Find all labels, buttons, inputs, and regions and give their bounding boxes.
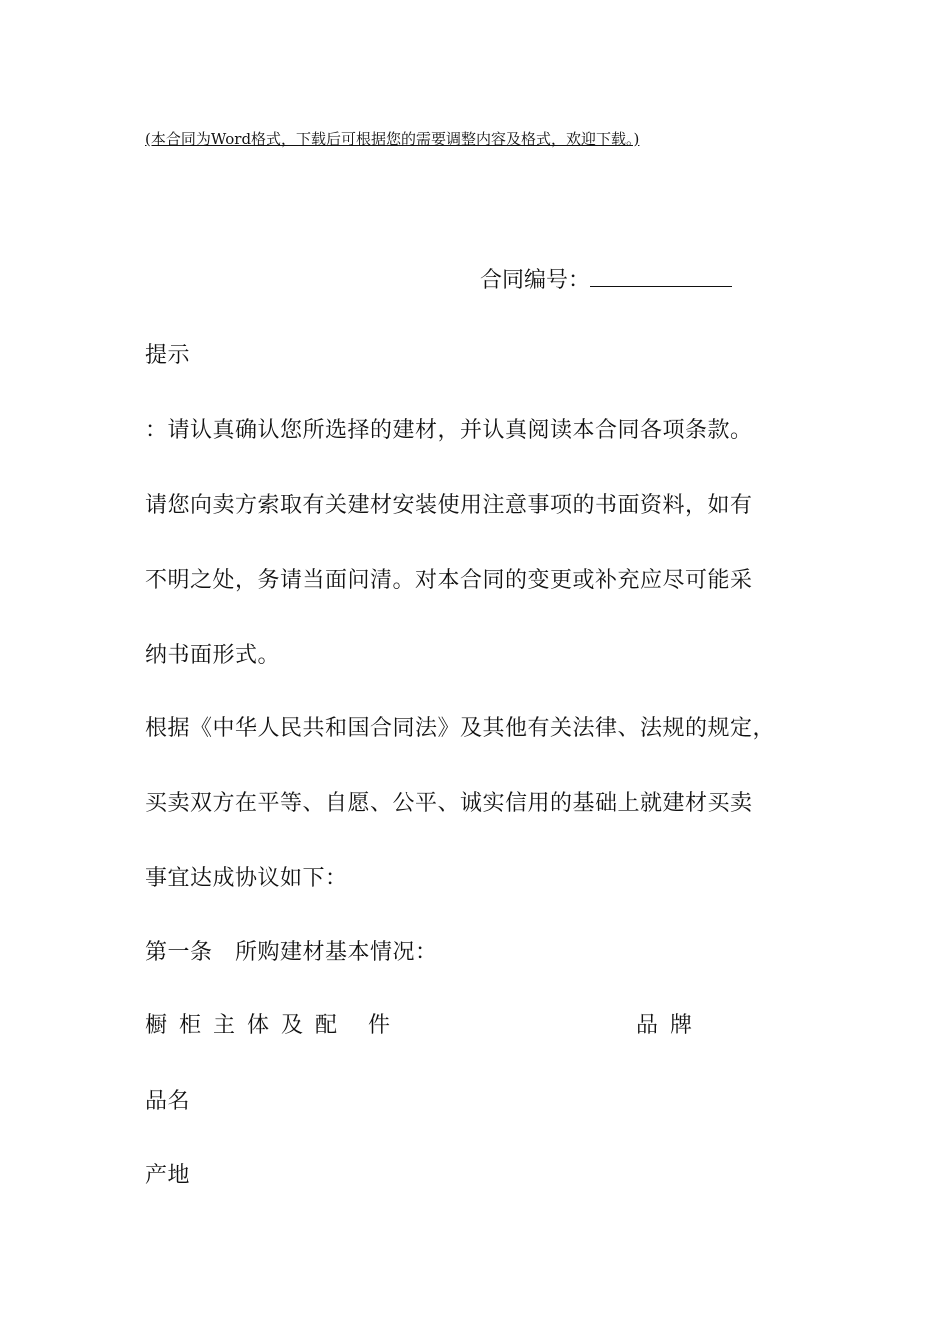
article-1-heading: 第一条 所购建材基本情况： <box>145 940 438 965</box>
basis-line-3: 事宜达成协议如下： <box>145 866 348 891</box>
item-name-label: 品名 <box>145 1089 191 1114</box>
basis-line-2: 买卖双方在平等、自愿、公平、诚实信用的基础上就建材买卖 <box>145 791 753 816</box>
tip-line-1: ：请认真确认您所选择的建材，并认真阅读本合同各项条款。 <box>145 418 753 443</box>
contract-number-field <box>480 263 732 294</box>
item-main-label: 橱柜主体及配 件 <box>145 1013 402 1038</box>
contract-number-label: 合同编号： <box>480 268 591 293</box>
item-origin-label: 产地 <box>145 1163 191 1188</box>
item-brand-label: 品牌 <box>636 1013 705 1038</box>
tip-line-2: 请您向卖方索取有关建材安装使用注意事项的书面资料，如有 <box>145 493 753 518</box>
tip-line-4: 纳书面形式。 <box>145 643 281 668</box>
basis-line-1: 根据《中华人民共和国合同法》及其他有关法律、法规的规定， <box>145 716 776 741</box>
contract-number-blank[interactable] <box>590 266 732 287</box>
tip-line-3: 不明之处，务请当面问清。对本合同的变更或补充应尽可能采 <box>145 568 753 593</box>
tip-heading: 提示 <box>145 343 191 368</box>
format-note: (本合同为Word格式，下载后可根据您的需要调整内容及格式，欢迎下载。) <box>145 130 640 148</box>
